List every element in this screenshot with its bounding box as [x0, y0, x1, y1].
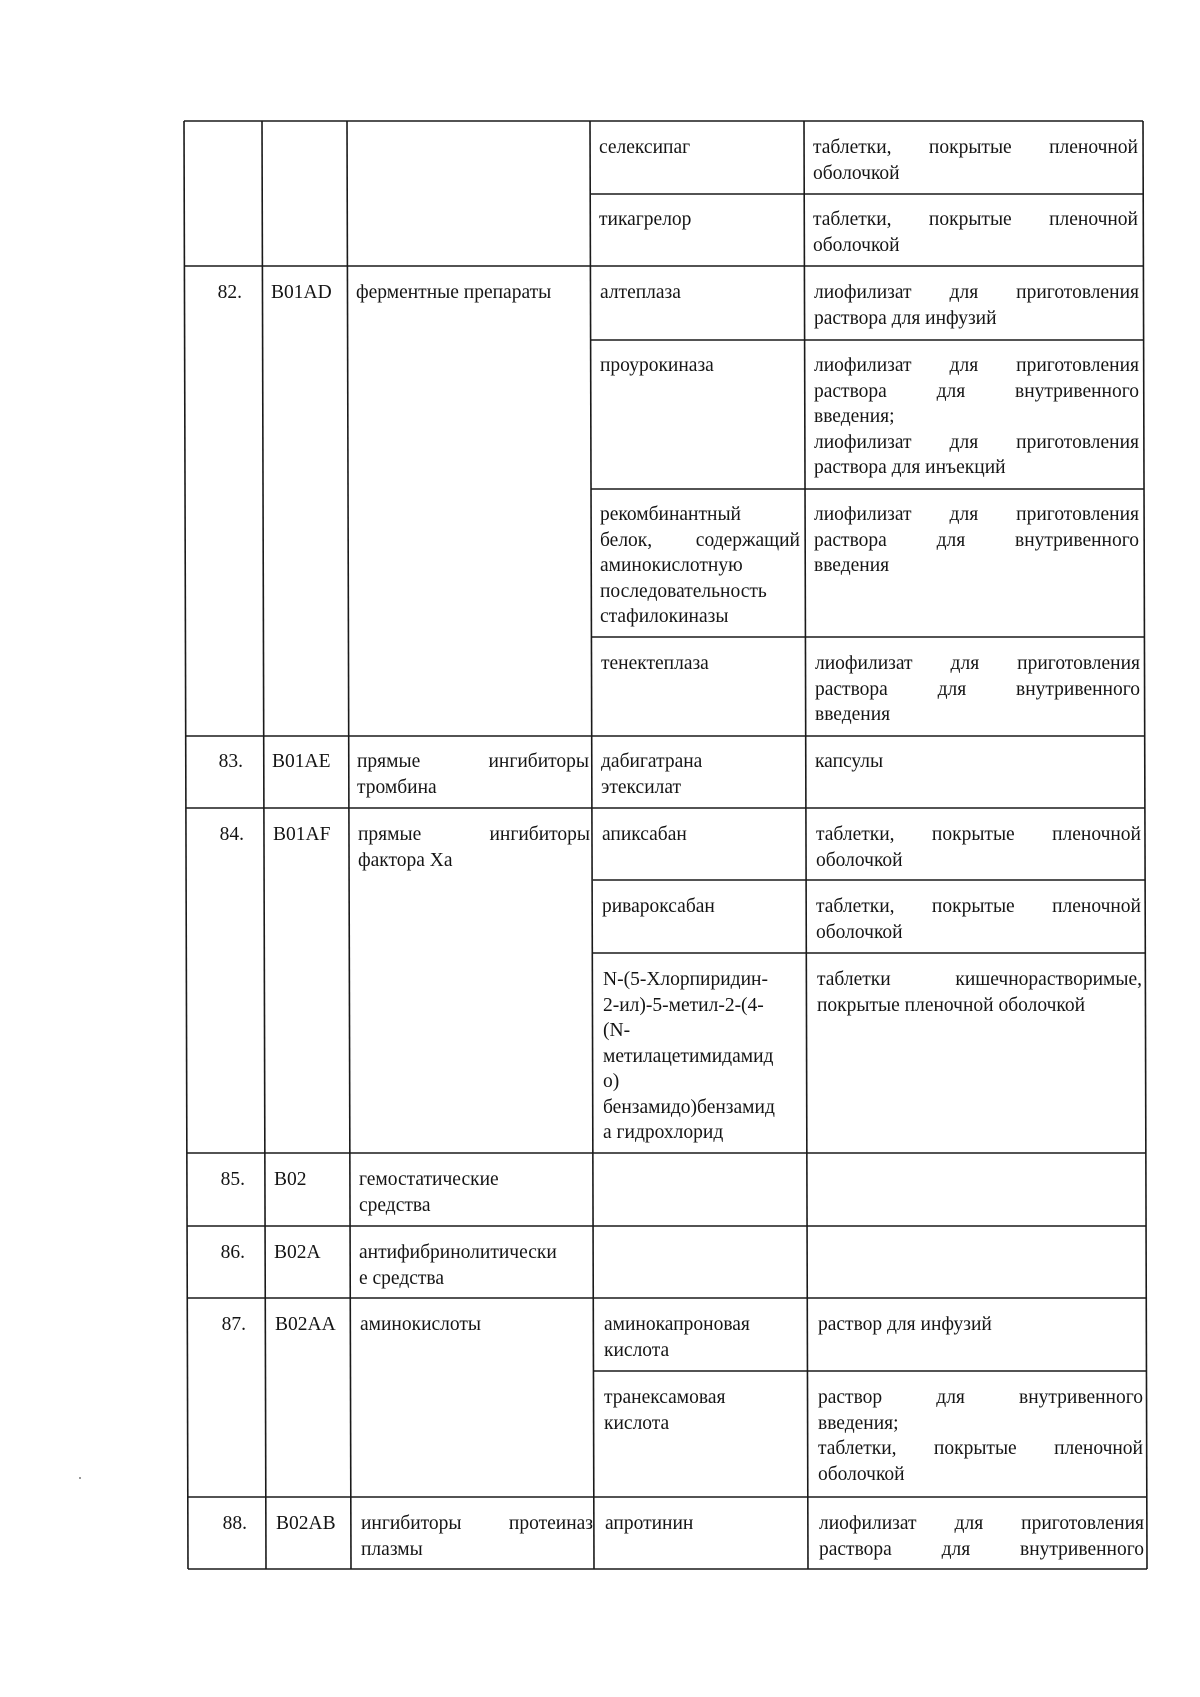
dosage-form-cell: лиофилизат для приготовления раствора для внутривенного введения: [815, 653, 1140, 725]
atc-code: B02: [274, 1169, 307, 1190]
atc-code: B01AF: [273, 824, 331, 845]
drug-name-cell: апротинин: [605, 1513, 694, 1534]
dosage-form-cell: таблетки, покрытые пленочной оболочкой: [816, 896, 1141, 943]
dosage-form-cell: лиофилизат для приготовления раствора для внутривенного введения: [814, 504, 1139, 576]
dosage-form-cell: лиофилизат для приготовления раствора для внутривенного введения; лиофилизат для приготовления раствора для инъекций: [814, 355, 1139, 478]
dosage-form-cell: лиофилизат для приготовления раствора для внутривенного: [819, 1513, 1144, 1560]
drug-name-cell: тикагрелор: [599, 209, 692, 230]
dosage-form-cell: раствор для инфузий: [818, 1314, 992, 1335]
pharmacological-group: гемостатические средства: [359, 1169, 499, 1216]
drug-name-cell: апиксабан: [602, 824, 687, 845]
pharmacological-group: ингибиторы протеиназ плазмы: [361, 1513, 593, 1560]
dosage-form-cell: таблетки, покрытые пленочной оболочкой: [816, 824, 1141, 871]
row-number: 86.: [220, 1242, 245, 1263]
drug-name-cell: ривароксабан: [602, 896, 715, 917]
dosage-form-cell: таблетки, покрытые пленочной оболочкой: [813, 137, 1138, 184]
row-number: 83.: [218, 751, 243, 772]
pharmacological-group: ферментные препараты: [356, 282, 552, 303]
drug-name-cell: дабигатрана этексилат: [601, 751, 703, 798]
pharmacological-group: прямые ингибиторы тромбина: [357, 751, 589, 798]
row-number: 82.: [217, 282, 242, 303]
pharmacological-group: прямые ингибиторы фактора Ха: [358, 824, 590, 871]
row-number: 87.: [221, 1314, 246, 1335]
dosage-form-cell: таблетки кишечнорастворимые, покрытые пленочной оболочкой: [817, 969, 1142, 1016]
dosage-form-cell: раствор для внутривенного введения; таблетки, покрытые пленочной оболочкой: [818, 1387, 1143, 1485]
drug-name-cell: тенектеплаза: [601, 653, 709, 674]
atc-code: B01AE: [272, 751, 331, 772]
drug-name-cell: алтеплаза: [600, 282, 681, 303]
scan-speck: [79, 1477, 81, 1479]
row-number: 85.: [220, 1169, 245, 1190]
pharmacological-group: антифибринолитически е средства: [359, 1242, 557, 1289]
atc-code: B02AB: [276, 1513, 336, 1534]
atc-code: B02A: [274, 1242, 321, 1263]
atc-code: B01AD: [271, 282, 332, 303]
dosage-form-cell: таблетки, покрытые пленочной оболочкой: [813, 209, 1138, 256]
row-number: 88.: [222, 1513, 247, 1534]
dosage-form-cell: капсулы: [815, 751, 884, 772]
drug-name-cell: селексипаг: [599, 137, 691, 158]
drug-name-cell: N-(5-Хлорпиридин- 2-ил)-5-метил-2-(4- (N- метилацетимидамид о) бензамидо)бензамид а гидрохлорид: [603, 969, 775, 1143]
drug-name-cell: проурокиназа: [600, 355, 714, 376]
dosage-form-cell: лиофилизат для приготовления раствора для инфузий: [814, 282, 1139, 329]
drug-name-cell: аминокапроновая кислота: [604, 1314, 750, 1361]
drug-name-cell: транексамовая кислота: [604, 1387, 726, 1434]
drug-name-cell: рекомбинантный белок, содержащий аминокислотную последовательность стафилокиназы: [600, 504, 800, 627]
pharmacological-group: аминокислоты: [360, 1314, 482, 1335]
atc-code: B02AA: [275, 1314, 336, 1335]
row-number: 84.: [219, 824, 244, 845]
